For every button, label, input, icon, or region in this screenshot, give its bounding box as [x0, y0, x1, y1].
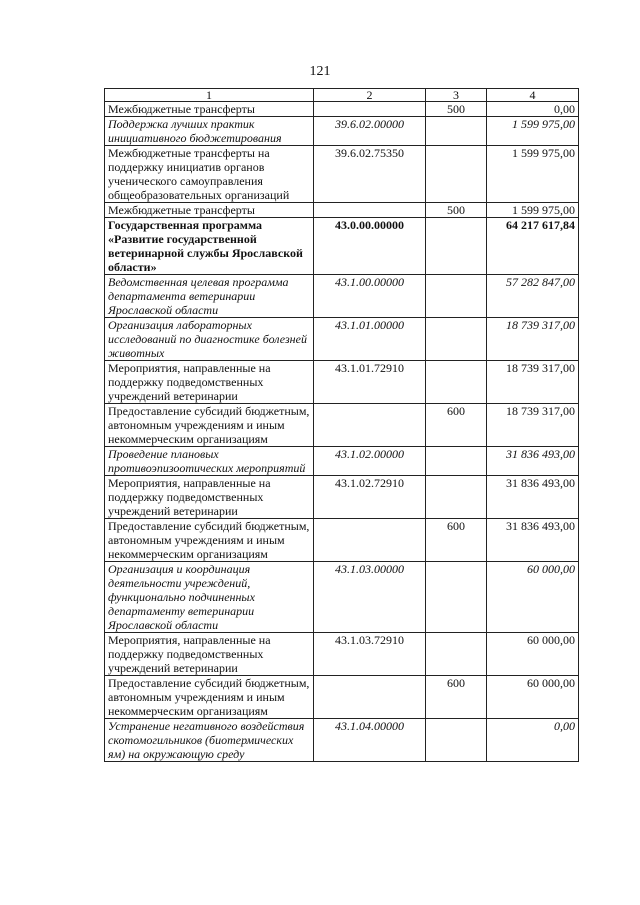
cell-type [426, 218, 487, 275]
cell-sum: 60 000,00 [487, 633, 579, 676]
table-row [105, 562, 579, 633]
cell-type: 500 [426, 203, 487, 218]
cell-type [426, 719, 487, 762]
cell-code: 43.1.01.00000 [314, 318, 426, 361]
cell-type [426, 447, 487, 476]
cell-type [426, 361, 487, 404]
cell-name: Предоставление субсидий бюджетным, автономным учреждениям и иным некоммерческим организациям [105, 404, 314, 447]
cell-sum: 0,00 [487, 102, 579, 117]
cell-code: 43.1.04.00000 [314, 719, 426, 762]
cell-code [314, 203, 426, 218]
table-row [105, 404, 579, 447]
cell-name: Поддержка лучших практик инициативного бюджетирования [105, 117, 314, 146]
cell-name: Проведение плановых противоэпизоотических мероприятий [105, 447, 314, 476]
cell-type: 600 [426, 676, 487, 719]
cell-type: 600 [426, 519, 487, 562]
header-col-4: 4 [487, 89, 579, 102]
cell-sum: 31 836 493,00 [487, 447, 579, 476]
cell-name: Организация и координация деятельности учреждений, функционально подчиненных департаменту ветеринарии Ярославской области [105, 562, 314, 633]
table-row [105, 676, 579, 719]
cell-name: Предоставление субсидий бюджетным, автономным учреждениям и иным некоммерческим организациям [105, 676, 314, 719]
cell-code [314, 676, 426, 719]
cell-type [426, 275, 487, 318]
cell-type [426, 562, 487, 633]
cell-type [426, 146, 487, 203]
cell-code: 43.1.03.00000 [314, 562, 426, 633]
cell-sum: 18 739 317,00 [487, 361, 579, 404]
cell-code [314, 404, 426, 447]
cell-code: 43.1.02.72910 [314, 476, 426, 519]
table-row [105, 275, 579, 318]
cell-sum: 1 599 975,00 [487, 203, 579, 218]
cell-code: 43.1.00.00000 [314, 275, 426, 318]
cell-code: 43.0.00.00000 [314, 218, 426, 275]
cell-code: 43.1.02.00000 [314, 447, 426, 476]
header-row [105, 89, 579, 102]
budget-table [104, 88, 579, 762]
cell-sum: 18 739 317,00 [487, 404, 579, 447]
header-col-3: 3 [426, 89, 487, 102]
cell-name: Межбюджетные трансферты [105, 102, 314, 117]
table-row [105, 318, 579, 361]
cell-sum: 31 836 493,00 [487, 476, 579, 519]
cell-type [426, 633, 487, 676]
cell-sum: 60 000,00 [487, 676, 579, 719]
cell-type [426, 318, 487, 361]
table-row [105, 476, 579, 519]
table-row [105, 117, 579, 146]
cell-sum: 64 217 617,84 [487, 218, 579, 275]
cell-type: 500 [426, 102, 487, 117]
table-row [105, 447, 579, 476]
cell-type: 600 [426, 404, 487, 447]
cell-sum: 1 599 975,00 [487, 117, 579, 146]
table-row [105, 102, 579, 117]
cell-name: Мероприятия, направленные на поддержку подведомственных учреждений ветеринарии [105, 633, 314, 676]
cell-name: Ведомственная целевая программа департамента ветеринарии Ярославской области [105, 275, 314, 318]
cell-code: 43.1.03.72910 [314, 633, 426, 676]
cell-sum: 31 836 493,00 [487, 519, 579, 562]
cell-name: Организация лабораторных исследований по диагностике болезней животных [105, 318, 314, 361]
table-row [105, 633, 579, 676]
cell-code [314, 102, 426, 117]
cell-code: 39.6.02.75350 [314, 146, 426, 203]
cell-name: Мероприятия, направленные на поддержку подведомственных учреждений ветеринарии [105, 361, 314, 404]
cell-code: 39.6.02.00000 [314, 117, 426, 146]
table-body [105, 102, 579, 762]
cell-type [426, 117, 487, 146]
cell-code [314, 519, 426, 562]
cell-sum: 18 739 317,00 [487, 318, 579, 361]
cell-sum: 57 282 847,00 [487, 275, 579, 318]
table-row [105, 146, 579, 203]
cell-type [426, 476, 487, 519]
cell-name: Мероприятия, направленные на поддержку подведомственных учреждений ветеринарии [105, 476, 314, 519]
header-col-1: 1 [105, 89, 314, 102]
cell-sum: 1 599 975,00 [487, 146, 579, 203]
cell-name: Межбюджетные трансферты [105, 203, 314, 218]
table-row [105, 361, 579, 404]
cell-code: 43.1.01.72910 [314, 361, 426, 404]
cell-sum: 60 000,00 [487, 562, 579, 633]
table-row [105, 203, 579, 218]
table-row [105, 519, 579, 562]
header-col-2: 2 [314, 89, 426, 102]
cell-sum: 0,00 [487, 719, 579, 762]
page-number: 121 [309, 64, 331, 79]
table-row [105, 218, 579, 275]
cell-name: Межбюджетные трансферты на поддержку инициатив органов ученического самоуправления общеобразовательных организаций [105, 146, 314, 203]
cell-name: Государственная программа «Развитие государственной ветеринарной службы Ярославской области» [105, 218, 314, 275]
cell-name: Устранение негативного воздействия скотомогильников (биотермических ям) на окружающую среду [105, 719, 314, 762]
cell-name: Предоставление субсидий бюджетным, автономным учреждениям и иным некоммерческим организациям [105, 519, 314, 562]
table-row [105, 719, 579, 762]
